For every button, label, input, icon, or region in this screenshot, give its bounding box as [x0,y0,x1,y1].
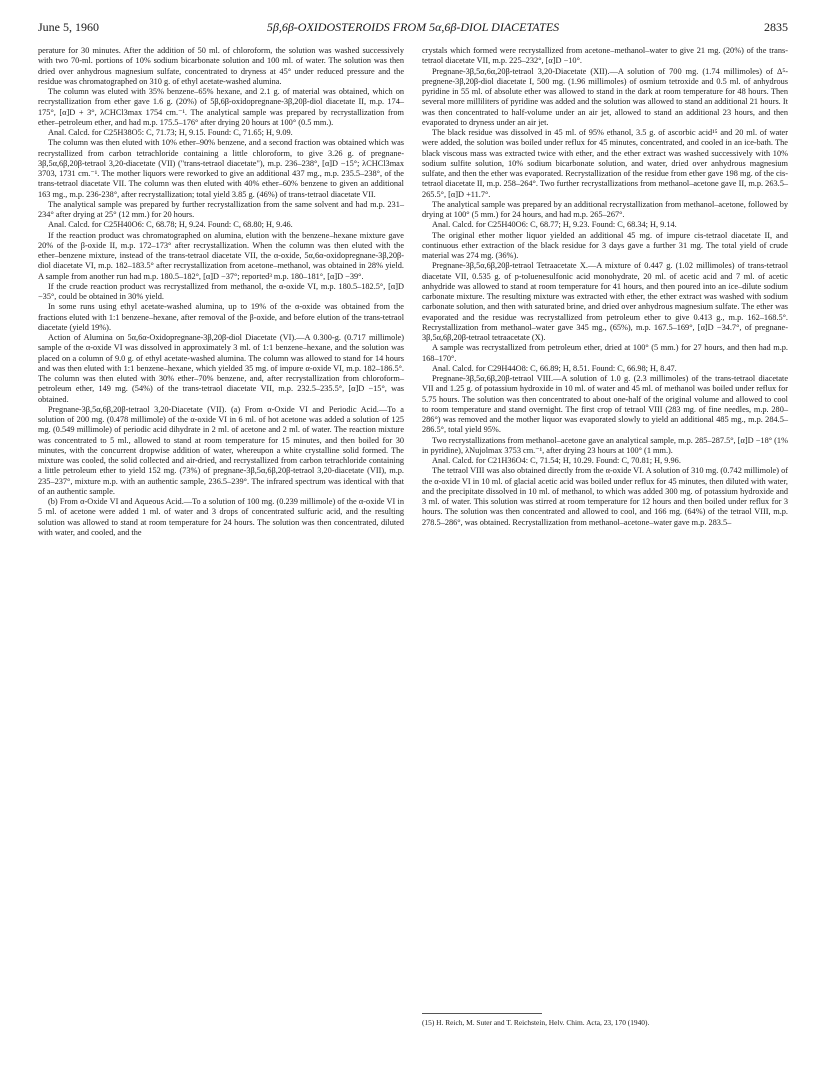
paragraph: Anal. Calcd. for C25H40O6: C, 68.77; H, 9.23. Found: C, 68.34; H, 9.14. [432,220,677,230]
paragraph: perature for 30 minutes. After the addition of 50 ml. of chloroform, the solution was washed successively with two 70-ml. portions of 10% sodium bicarbonate solution and 100 ml. of water. The solution was then dried over anhydrous magnesium sulfate, concentrated to dryness at 45° under reduced pressure and the residue was chromatographed on 310 g. of ethyl acetate-washed alumina. [38,46,404,86]
paragraph: Anal. Calcd. for C29H44O8: C, 66.89; H, 8.51. Found: C, 66.98; H, 8.47. [432,363,677,373]
paragraph: The black residue was dissolved in 45 ml. of 95% ethanol, 3.5 g. of ascorbic acid¹⁵ and 20 ml. of water were added, the solution was boiled under reflux for 45 minutes, concentrated, and cooled in an ice-bath. The black viscous mass was extracted twice with ether, and the ether extract was washed successively with 10% sodium sulfite solution, 10% sodium bicarbonate solution, and water, dried over anhydrous magnesium sulfate, and then the ether was evaporated. Recrystallization of the residue from ether gave 198 mg. of the cis-tetraol diacetate II, m.p. 258–264°. Two further recrystallizations from methanol–acetone gave II, m.p. 263.5–265.5°, [α]D +11.7°. [422,128,788,199]
header-page-number: 2835 [764,20,788,34]
paragraph: (b) From α-Oxide VI and Aqueous Acid.—To a solution of 100 mg. (0.239 millimole) of the α-oxide VI in 5 ml. of acetone were added 1 ml. of water and 3 drops of concentrated sulfuric acid, and the resulting solution was allowed to stand at room temperature for 24 hours. The solution was then concentrated, diluted with water, and cooled, and the [38,497,404,537]
paragraph: A sample was recrystallized from petroleum ether, dried at 100° (5 mm.) for 27 hours, and then had m.p. 168–170°. [422,343,788,363]
paragraph: Two recrystallizations from methanol–acetone gave an analytical sample, m.p. 285–287.5°, [α]D −18° (1% in pyridine), λNujolmax 3753 cm.⁻¹, after drying 23 hours at 100° (1 mm.). [422,435,788,455]
paragraph: Pregnane-3β,5α,6β,20β-tetraol VIII.—A solution of 1.0 g. (2.3 millimoles) of the trans-tetraol diacetate VII and 1.25 g. of potassium hydroxide in 10 ml. of water and 45 ml. of methanol was boiled under reflux for 5.75 hours. The solution was then concentrated to about one-half of the original volume and allowed to cool to room temperature and stand overnight. The first crop of tetraol VIII (283 mg. of fine needles, m.p. 280–286°) was removed and the mother liquor was evaporated slowly to yield an additional 485 mg., m.p. 284.5–286.5°, total yield 95%. [422,374,788,435]
header-title: 5β,6β-OXIDOSTEROIDS FROM 5α,6β-DIOL DIACETATES [266,20,560,34]
right-column [422,46,788,528]
paragraph: In some runs using ethyl acetate-washed alumina, up to 19% of the α-oxide was obtained from the fractions eluted with 1:1 benzene–hexane, after removal of the β-oxide, and before elution of the trans-tetraol diacetate (yield 19%). [38,302,404,332]
footnote-divider [422,1013,542,1014]
paragraph: Anal. Calcd. for C21H36O4: C, 71.54; H, 10.29. Found: C, 70.81; H, 9.96. [432,456,681,465]
paragraph: Pregnane-3β,5α,6β,20β-tetraol 3,20-Diacetate (VII). (a) From α-Oxide VI and Periodic Acid.—To a solution of 200 mg. (0.478 millimole) of the α-oxide VI in 6 ml. of hot acetone was added a solution of 125 mg. (0.549 millimole) of periodic acid dihydrate in 2 ml. of acetone and 2 ml. of water. The reaction mixture was concentrated to 5 ml., allowed to stand at room temperature for 15 minutes, and then boiled for 30 minutes, with the concurrent dropwise addition of water, whereupon a white crystalline solid formed. The mixture was cooled, the solid collected and air-dried, and recrystallized from carbon tetrachloride containing a little petroleum ether to yield 152 mg. (73%) of pregnane-3β,5α,6β,20β-tetraol 3,20-diacetate (VII), m.p. 235–237°, mixture m.p. with an authentic sample, 236.5–239°. The infrared spectrum was identical with that of an authentic sample. [38,404,404,496]
paragraph: The tetraol VIII was also obtained directly from the α-oxide VI. A solution of 310 mg. (0.742 millimole) of the α-oxide VI in 10 ml. of glacial acetic acid was boiled under reflux for 45 minutes, then diluted with water, and the precipitate dissolved in 10 ml. of methanol, to which was added 300 mg. of potassium hydroxide and 3 ml. of water. This solution was stirred at room temperature for 12 hours and then boiled under reflux for 3 hours. The solution was then concentrated and allowed to cool, and 166 mg. (64%) of the tetraol VIII, m.p. 278.5–286°, was obtained. Recrystallization from methanol–acetone–water gave m.p. 283.5– [422,466,788,527]
paragraph: crystals which formed were recrystallized from acetone–methanol–water to give 21 mg. (20%) of the trans-tetraol diacetate VII, m.p. 225–232°, [α]D −10°. [422,46,788,66]
paragraph: The analytical sample was prepared by further recrystallization from the same solvent and had m.p. 231–234° after drying at 25° (12 mm.) for 20 hours. [38,199,404,219]
paragraph: The original ether mother liquor yielded an additional 45 mg. of impure cis-tetraol diacetate II, and continuous ether extraction of the black residue for 3 days gave a further 31 mg. The total yield of crude material was 274 mg. (36%). [422,230,788,260]
paragraph: If the crude reaction product was recrystallized from methanol, the α-oxide VI, m.p. 180.5–182.5°, [α]D −35°, could be obtained in 30% yield. [38,281,404,301]
header-date: June 5, 1960 [38,20,99,34]
left-column [38,46,404,538]
paragraph: Action of Alumina on 5α,6α-Oxidopregnane-3β,20β-diol Diacetate (VI).—A 0.300-g. (0.717 millimole) sample of the α-oxide VI was dissolved in approximately 3 ml. of 1:1 benzene–hexane, and the solution was placed on a column of 9.0 g. of ethyl acetate-washed alumina. The column was allowed to stand for 14 hours and was then eluted with 1:1 benzene–hexane, which yielded 35 mg. of impure α-oxide VI, m.p. 182–186.5°. The column was then eluted with 30% ether–70% benzene, and, after recrystallization from chloroform–petroleum ether, 149 mg. (54%) of the trans-tetraol diacetate VII, m.p. 232.5–235.5°, [α]D −15°, was obtained. [38,333,404,404]
paragraph: Pregnane-3β,5α,6α,20β-tetraol 3,20-Diacetate (XII).—A solution of 700 mg. (1.74 millimoles) of Δ⁵-pregnene-3β,20β-diol diacetate I, 500 mg. (1.96 millimoles) of osmium tetroxide and 0.5 ml. of anhydrous pyridine in 55 ml. of absolute ether was allowed to stand in the dark at room temperature for 48 hours. Then several more milliliters of pyridine was added and the solution was allowed to stand an additional 21 hours. It was then concentrated to half-volume under an air jet, allowed to stand an additional 23 hours, and then evaporated to dryness under an air jet. [422,66,788,127]
paragraph: Anal. Calcd. for C25H40O6: C, 68.78; H, 9.24. Found: C, 68.80; H, 9.46. [48,220,293,230]
paragraph: The column was then eluted with 10% ether–90% benzene, and a second fraction was obtained which was recrystallized from carbon tetrachloride containing a little chloroform, to give 3.26 g. of pregnane-3β,5α,6β,20β-tetraol 3,20-diacetate (VII) ("trans-tetraol diacetate"), m.p. 236–238°, [α]D −15°; λCHCl3max 3703, 1731 cm.⁻¹. The mother liquors were reworked to give an additional 437 mg., m.p. 235.5–238°, of the trans-tetraol diacetate VII. The column was then eluted with 40% ether–60% benzene to given an additional 163 mg., m.p. 236-238°, after recrystallization; total yield 3.85 g. (46%) of trans-tetraol diacetate VII. [38,138,404,199]
paragraph: The column was eluted with 35% benzene–65% hexane, and 2.1 g. of material was obtained, which on recrystallization from ether gave 1.6 g. (20%) of 5β,6β-oxidopregnane-3β,20β-diol diacetate II, m.p. 174–175°, [α]D + 3°, λCHCl3max 1754 cm.⁻¹. The analytical sample was prepared by recrystallization from ether–petroleum ether, and had m.p. 175.5–176° after drying 20 hours at 100° (0.5 mm.). [38,87,404,127]
paragraph: Anal. Calcd. for C25H38O5: C, 71.73; H, 9.15. Found: C, 71.65; H, 9.09. [48,128,293,137]
footnote: (15) H. Reich, M. Suter and T. Reichstein, Helv. Chim. Acta, 23, 170 (1940). [422,1018,650,1027]
running-header [38,20,788,40]
paragraph: The analytical sample was prepared by an additional recrystallization from methanol–acetone, followed by drying at 100° (5 mm.) for 24 hours, and had m.p. 265–267°. [422,199,788,219]
paragraph: Pregnane-3β,5α,6β,20β-tetraol Tetraacetate X.—A mixture of 0.447 g. (1.02 millimoles) of trans-tetraol diacetate VII, 0.535 g. of p-toluenesulfonic acid monohydrate, 20 ml. of acetic acid and 7 ml. of acetic anhydride was allowed to stand at room temperature for 41 hours, and then poured into an ice–dilute sodium carbonate mixture. The resulting mixture was extracted with ether, the ether extract was washed with sodium carbonate solution, and then with saturated brine, and dried over anhydrous magnesium sulfate. The ether was evaporated and the residue was recrystallized from petroleum ether to give 0.413 g., m.p. 162–168.5°. Recrystallization from methanol–water gave 345 mg., (65%), m.p. 167.5–169°, [α]D −34.7°, of pregnane-3β,5α,6β,20β-tetraol tetraacetate (X). [422,261,788,342]
paragraph: If the reaction product was chromatographed on alumina, elution with the benzene–hexane mixture gave 20% of the β-oxide II, m.p. 172–173° after recrystallization. When the column was then eluted with the ether–benzene mixture, instead of the trans-tetraol diacetate VII, the α-oxide, 5α,6α-oxidopregnane-3β,20β-diol diacetate VI, m.p. 182–183.5° after recrystallization from acetone–methanol, was obtained in 28% yield. A sample from another run had m.p. 180.5–182°, [α]D −37°; reported³ m.p. 180–181°, [α]D −39°. [38,230,404,281]
